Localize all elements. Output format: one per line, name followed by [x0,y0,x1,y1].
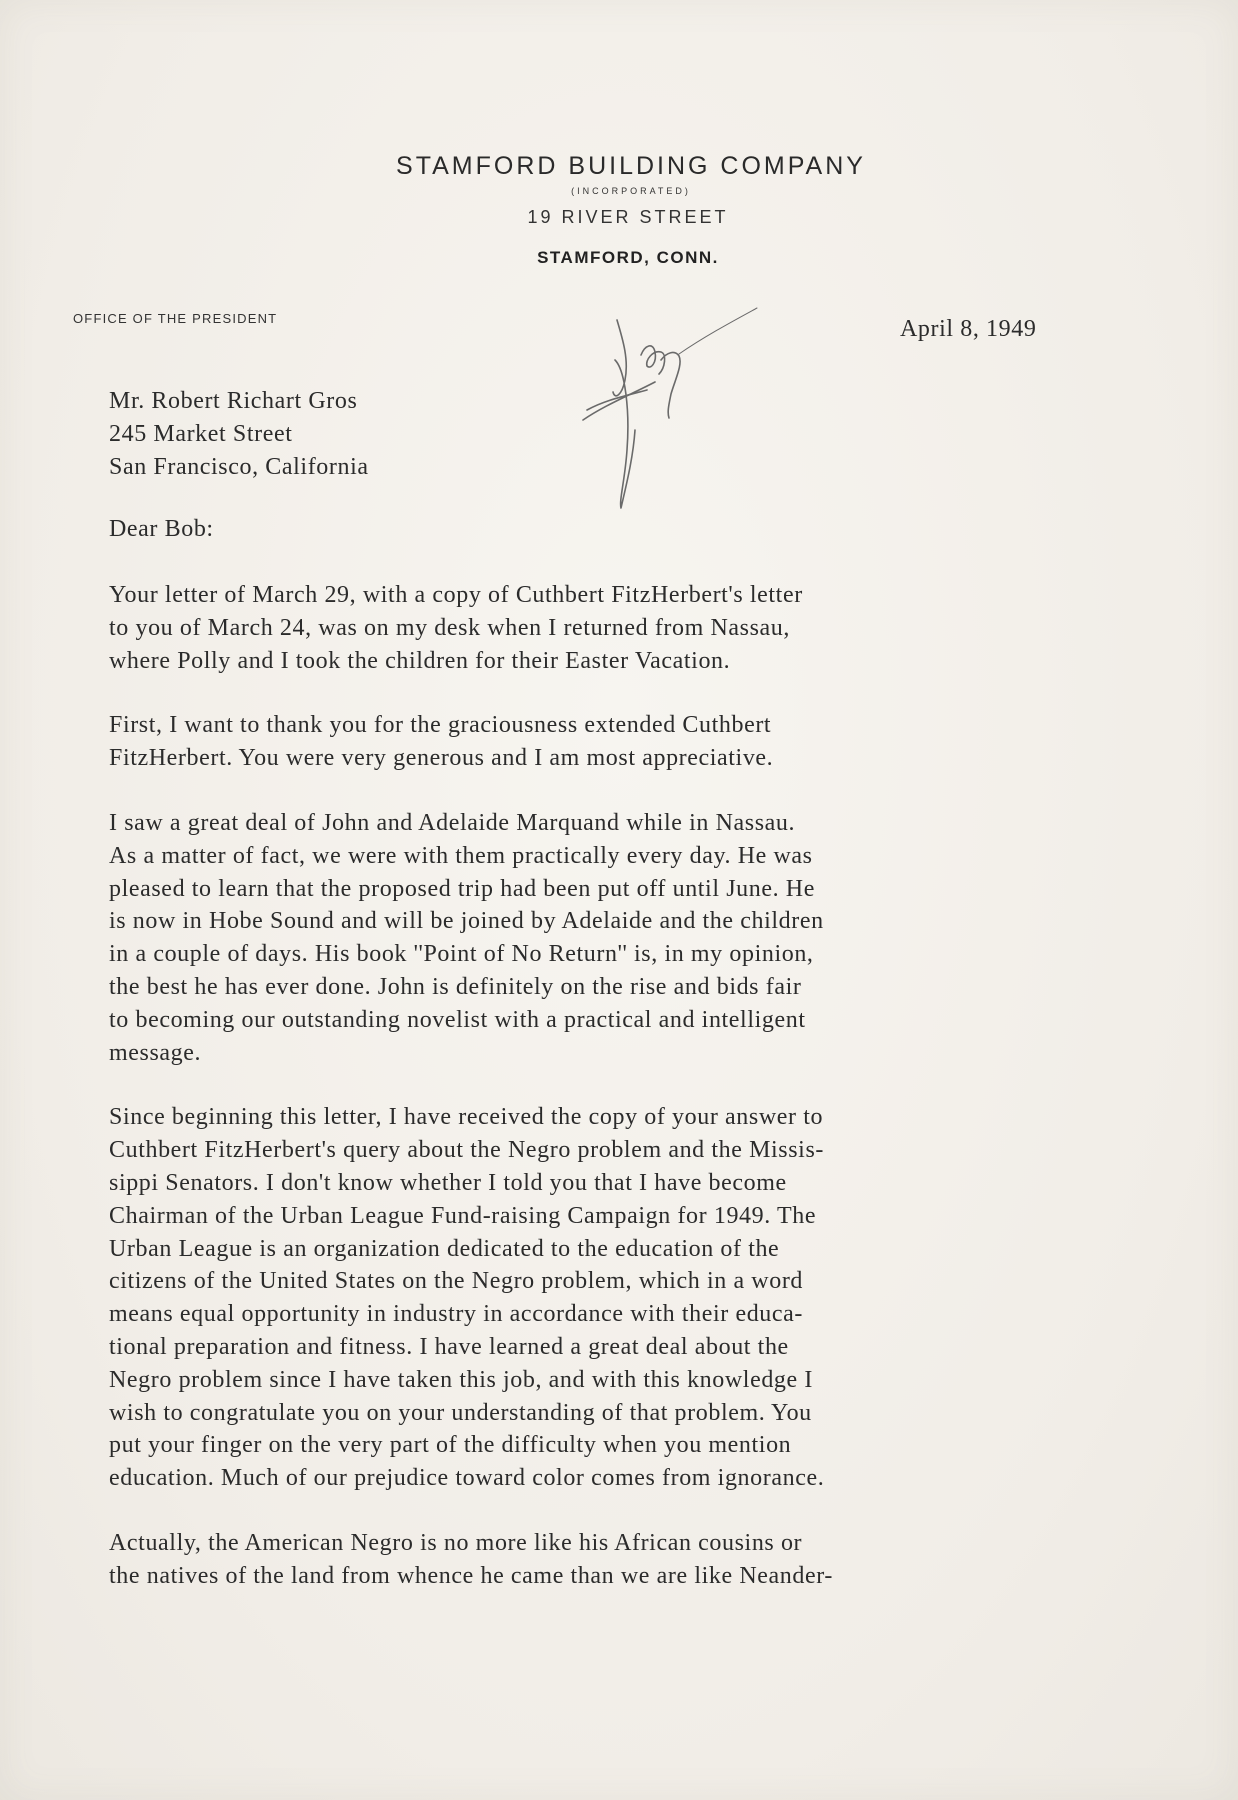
handwritten-initials-signature [575,300,765,520]
text-line: Actually, the American Negro is no more like his African cousins or [109,1529,803,1556]
text-line: Your letter of March 29, with a copy of Cuthbert FitzHerbert's letter [109,582,803,608]
text-line: education. Much of our prejudice toward color comes from ignorance. [109,1465,825,1492]
text-line: means equal opportunity in industry in accordance with their educa- [109,1301,803,1328]
text-line: citizens of the United States on the Negro problem, which in a word [109,1268,804,1295]
text-line: Cuthbert FitzHerbert's query about the Negro problem and the Missis- [109,1137,824,1164]
text-line: Since beginning this letter, I have received the copy of your answer to [109,1104,824,1131]
recipient-address [109,385,369,484]
paragraph [109,1101,1159,1495]
text-line: tional preparation and fitness. I have learned a great deal about the [109,1333,789,1360]
text-line: the natives of the land from whence he came than we are like Neander- [109,1562,833,1589]
recipient-line: 245 Market Street [109,421,293,447]
text-line: to becoming our outstanding novelist with a practical and intelligent [109,1006,806,1033]
text-line: FitzHerbert. You were very generous and I am most appreciative. [109,745,774,772]
text-line: message. [109,1039,202,1066]
text-line: Urban League is an organization dedicated to the education of the [109,1235,780,1262]
text-line: is now in Hobe Sound and will be joined by Adelaide and the children [109,908,824,935]
text-line: I saw a great deal of John and Adelaide Marquand while in Nassau. [109,809,796,836]
text-line: where Polly and I took the children for their Easter Vacation. [109,647,731,674]
text-line: As a matter of fact, we were with them practically every day. He was [109,842,813,869]
text-line: in a couple of days. His book ''Point of No Return'' is, in my opinion, [109,941,814,968]
paragraph [109,1527,1159,1593]
salutation: Dear Bob: [109,516,214,542]
paragraph [109,709,1159,775]
paragraph [109,579,1159,677]
text-line: sippi Senators. I don't know whether I told you that I have become [109,1169,787,1196]
text-line: to you of March 24, was on my desk when I returned from Nassau, [109,614,790,641]
text-line: Negro problem since I have taken this job, and with this knowledge I [109,1366,813,1393]
incorporated-label: (INCORPORATED) [571,186,691,196]
company-street: 19 RIVER STREET [527,207,729,227]
company-name: STAMFORD BUILDING COMPANY [396,152,866,180]
recipient-line: Mr. Robert Richart Gros [109,388,358,414]
recipient-line: San Francisco, California [109,454,369,480]
text-line: put your finger on the very part of the difficulty when you mention [109,1432,792,1459]
company-city: STAMFORD, CONN. [537,248,719,267]
text-line: pleased to learn that the proposed trip had been put off until June. He [109,875,815,902]
paragraph [109,807,1159,1069]
text-line: Chairman of the Urban League Fund-raising Campaign for 1949. The [109,1202,817,1229]
office-label: OFFICE OF THE PRESIDENT [73,311,278,326]
letter-body [109,579,1159,1625]
letter-date: April 8, 1949 [900,316,1037,342]
text-line: the best he has ever done. John is definitely on the rise and bids fair [109,973,802,1000]
text-line: First, I want to thank you for the graciousness extended Cuthbert [109,712,772,739]
text-line: wish to congratulate you on your understanding of that problem. You [109,1399,812,1426]
